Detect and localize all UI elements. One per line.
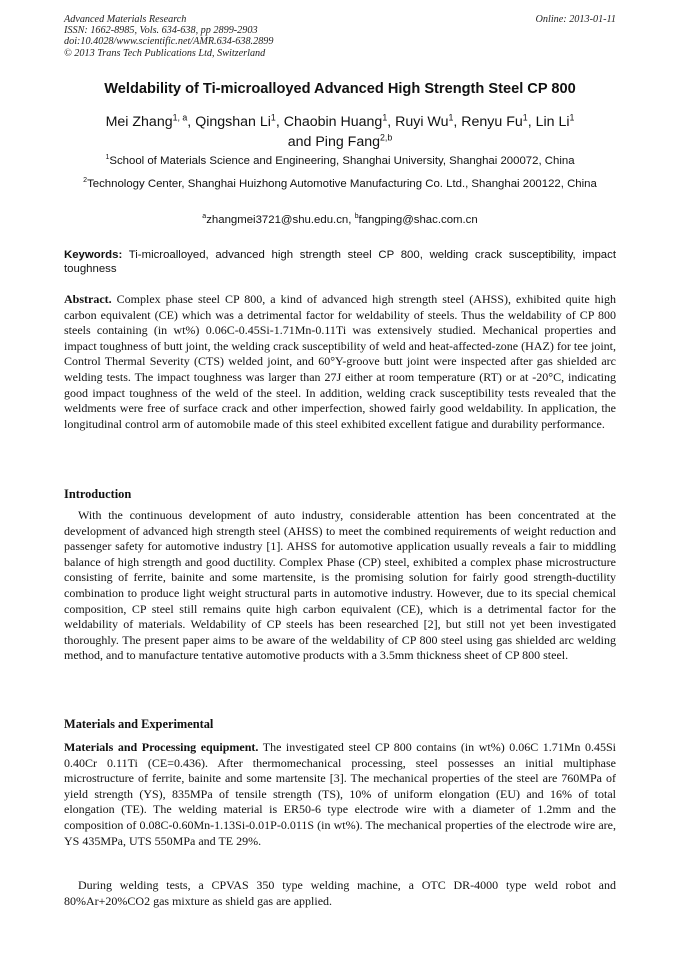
email-address: zhangmei3721@shu.edu.cn	[206, 214, 349, 226]
abstract	[64, 292, 616, 432]
introduction-paragraph: With the continuous development of auto industry, considerable attention has been concentrated at the development of advanced high strength steel (AHSS) to meet the combined requirements of weight reduction and passenger safety for automotive industry [1]. AHSS for automotive application usually reveals a fair to middling balance of high strength and good ductility. Complex Phase (CP) steel, exhibited a complex phase microstructure consisting of ferrite, bainite and some martensite, is the promising solution for fairly good strength-ductility combination to produce light weight structural parts in automotive industry. However, due to its special chemical composition, CP steel still remains quite high carbon equivalent (CE), which is a detrimental factor for the weldability of materials. Weldability of CP steels has been researched [2], but still not yet been investigated thoroughly. The present paper aims to be aware of the weldability of CP 800 steel using gas shielded arc welding method, and to manufacture tentative automotive products with a 3.5mm thickness sheet of CP 800 steel.	[64, 508, 616, 663]
affiliation-1	[64, 154, 616, 170]
author-superscript: 1	[569, 112, 575, 123]
author-superscript: 1	[448, 112, 454, 123]
affiliation-superscript: 1	[105, 154, 110, 162]
materials-label: Materials and Processing equipment.	[64, 740, 259, 754]
doi-line: doi:10.4028/www.scientific.net/AMR.634-638.2899	[64, 36, 274, 48]
author-name: Ping Fang	[315, 133, 381, 150]
keywords	[64, 249, 616, 276]
issn-line: ISSN: 1662-8985, Vols. 634-638, pp 2899-2903	[64, 25, 258, 37]
section-heading-materials: Materials and Experimental	[64, 717, 214, 731]
author-superscript: 1	[270, 112, 276, 123]
author-name: Chaobin Huang	[283, 114, 383, 130]
author-superscript: 2,b	[380, 131, 393, 142]
author-name: Lin Li	[535, 114, 570, 130]
affiliation-text: Technology Center, Shanghai Huizhong Automotive Manufacturing Co. Ltd., Shanghai 200122, China	[87, 178, 597, 190]
author-superscript: 1	[522, 112, 528, 123]
paper-title: Weldability of Ti-microalloyed Advanced High Strength Steel CP 800	[104, 81, 576, 97]
abstract-label: Abstract.	[64, 292, 112, 306]
author-name: Renyu Fu	[461, 114, 523, 130]
author-name: Qingshan Li	[195, 114, 271, 130]
email-address: fangping@shac.com.cn	[358, 214, 478, 226]
author-list: Mei Zhang$^{1, a}$, Qingshan Li$^1$, Chaobin Huang$^1$, Ruyi Wu$^1$, Renyu Fu$^1$, Lin Li$^1$ and Ping Fang$^{2,b}$	[105, 112, 575, 150]
abstract-text: Complex phase steel CP 800, a kind of advanced high strength steel (AHSS), exhibited quite high carbon equivalent (CE) which was a detrimental factor for weldability of steels. Thus the weldability of CP 800 steels containing (in wt%) 0.06C-0.45Si-1.71Mn-0.11Ti was extensively studied. Mechanical properties and impact toughness of butt joint, the welding crack susceptibility of weld and heat-affected-zone (HAZ) for tee joint, Control Thermal Severity (CTS) welded joint, and 60°Y-groove butt joint were inspected after gas shielded arc welding tests. The impact toughness was larger than 27J either at room temperature (RT) or at -20°C, indicating good impact toughness of the weld of the steel. In addition, welding crack susceptibility tests revealed that the weldments were free of surface crack and other imperfection, showed fairly good weldability. In application, the longitudinal control arm of automobile made of this steel exhibited excellent fatigue and durability performance.	[64, 292, 616, 431]
materials-paragraph	[64, 740, 616, 849]
affiliation-2	[64, 177, 616, 193]
author-conjunction: and	[287, 133, 312, 150]
section-heading-introduction: Introduction	[64, 487, 132, 501]
affiliation-text: School of Materials Science and Engineering, Shanghai University, Shanghai 200072, China	[109, 155, 575, 167]
author-name: Mei Zhang	[105, 114, 173, 130]
affiliation-superscript: 2	[83, 177, 88, 185]
author-name: Ruyi Wu	[395, 114, 449, 130]
author-superscript: 1	[382, 112, 388, 123]
keywords-text: Ti-microalloyed, advanced high strength steel CP 800, welding crack susceptibility, impact toughness	[64, 249, 616, 275]
materials-text: The investigated steel CP 800 contains (in wt%) 0.06C 1.71Mn 0.45Si 0.40Cr 0.11Ti (CE=0.436). After thermomechanical processing, steel possesses an initial multiphase microstructure of ferrite, bainite and some martensite [3]. The mechanical properties of the steel are 760MPa of yield strength (YS), 835MPa of tensile strength (TS), 10% of uniform elongation (EU) and 16% of total elongation (TE). The welding material is ER50-6 type electrode wire with a diameter of 1.2mm and the composition of 0.08C-0.60Mn-1.13Si-0.01P-0.011S (in wt%). The mechanical properties of the electrode wire are, YS 435MPa, UTS 550MPa and TE 29%.	[64, 740, 616, 848]
email-line: $^a$zhangmei3721@shu.edu.cn, $^b$fangping@shac.com.cn	[202, 213, 478, 226]
journal-header	[64, 14, 616, 59]
author-superscript: 1, a	[172, 112, 188, 123]
email-superscript: b	[354, 213, 359, 221]
email-superscript: a	[202, 213, 207, 221]
keywords-label: Keywords:	[64, 249, 123, 261]
copyright-line: © 2013 Trans Tech Publications Ltd, Switzerland	[64, 47, 266, 59]
journal-name: Advanced Materials Research	[64, 14, 187, 25]
online-date: Online: 2013-01-11	[535, 14, 616, 25]
welding-paragraph: During welding tests, a CPVAS 350 type welding machine, a OTC DR-4000 type weld robot and 80%Ar+20%CO2 gas mixture as shield gas are applied.	[64, 878, 616, 908]
